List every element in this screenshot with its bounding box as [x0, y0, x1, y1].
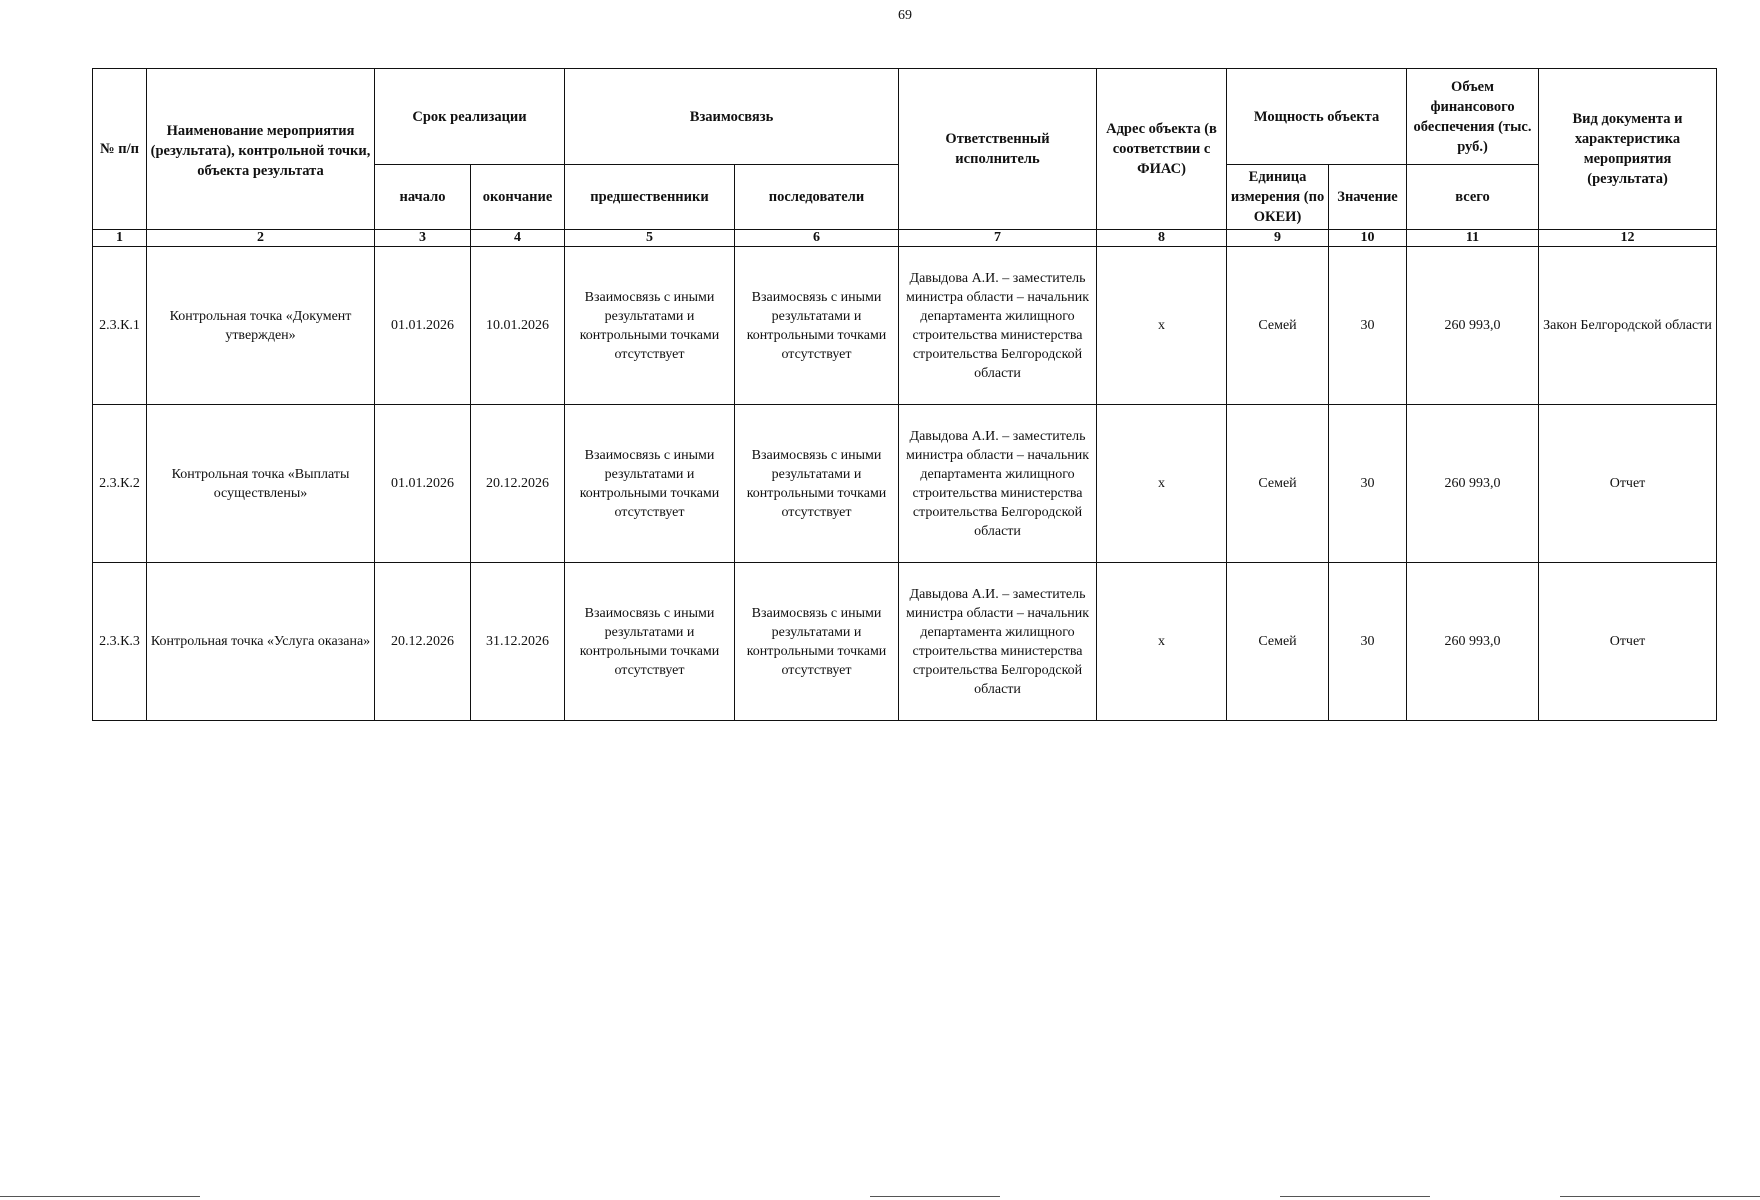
row-responsible: Давыдова А.И. – заместитель министра области – начальник департамента жилищного строительства министерства строительства Белгородской области: [899, 247, 1097, 405]
header-responsible: Ответственный исполнитель: [899, 69, 1097, 230]
row-responsible: Давыдова А.И. – заместитель министра области – начальник департамента жилищного строительства министерства строительства Белгородской области: [899, 405, 1097, 563]
row-successors: Взаимосвязь с иными результатами и контрольными точками отсутствует: [735, 405, 899, 563]
row-start: 01.01.2026: [375, 247, 471, 405]
row-end: 10.01.2026: [471, 247, 565, 405]
row-predecessors: Взаимосвязь с иными результатами и контрольными точками отсутствует: [565, 405, 735, 563]
scan-edge-line: [870, 1196, 1000, 1197]
row-predecessors: Взаимосвязь с иными результатами и контрольными точками отсутствует: [565, 247, 735, 405]
row-responsible: Давыдова А.И. – заместитель министра области – начальник департамента жилищного строительства министерства строительства Белгородской области: [899, 563, 1097, 721]
header-address: Адрес объекта (в соответствии с ФИАС): [1097, 69, 1227, 230]
row-name: Контрольная точка «Документ утвержден»: [147, 247, 375, 405]
row-total: 260 993,0: [1407, 563, 1539, 721]
column-number: 7: [899, 230, 1097, 247]
row-total: 260 993,0: [1407, 247, 1539, 405]
row-doc-type: Отчет: [1539, 405, 1717, 563]
scan-edge-line: [0, 1196, 200, 1197]
row-total: 260 993,0: [1407, 405, 1539, 563]
column-number: 9: [1227, 230, 1329, 247]
header-finance: Объем финансового обеспечения (тыс. руб.): [1407, 69, 1539, 165]
header-unit: Единица измерения (по ОКЕИ): [1227, 165, 1329, 230]
column-number: 11: [1407, 230, 1539, 247]
row-id: 2.3.К.2: [93, 405, 147, 563]
row-doc-type: Закон Белгородской области: [1539, 247, 1717, 405]
header-successors: последователи: [735, 165, 899, 230]
row-unit: Семей: [1227, 563, 1329, 721]
row-address: х: [1097, 247, 1227, 405]
column-number: 8: [1097, 230, 1227, 247]
table-row: [93, 247, 1717, 405]
row-id: 2.3.К.1: [93, 247, 147, 405]
row-predecessors: Взаимосвязь с иными результатами и контрольными точками отсутствует: [565, 563, 735, 721]
row-name: Контрольная точка «Выплаты осуществлены»: [147, 405, 375, 563]
row-start: 20.12.2026: [375, 563, 471, 721]
column-number: 2: [147, 230, 375, 247]
header-name: Наименование мероприятия (результата), контрольной точки, объекта результата: [147, 69, 375, 230]
header-end: окончание: [471, 165, 565, 230]
column-number: 3: [375, 230, 471, 247]
column-number: 6: [735, 230, 899, 247]
row-name: Контрольная точка «Услуга оказана»: [147, 563, 375, 721]
column-number: 1: [93, 230, 147, 247]
row-successors: Взаимосвязь с иными результатами и контрольными точками отсутствует: [735, 247, 899, 405]
header-start: начало: [375, 165, 471, 230]
column-number: 12: [1539, 230, 1717, 247]
row-doc-type: Отчет: [1539, 563, 1717, 721]
page-number: 69: [898, 8, 912, 23]
row-value: 30: [1329, 247, 1407, 405]
header-total: всего: [1407, 165, 1539, 230]
row-end: 31.12.2026: [471, 563, 565, 721]
row-value: 30: [1329, 563, 1407, 721]
row-address: х: [1097, 563, 1227, 721]
column-number: 4: [471, 230, 565, 247]
row-end: 20.12.2026: [471, 405, 565, 563]
column-number: 5: [565, 230, 735, 247]
header-capacity: Мощность объекта: [1227, 69, 1407, 165]
header-link: Взаимосвязь: [565, 69, 899, 165]
header-period: Срок реализации: [375, 69, 565, 165]
row-start: 01.01.2026: [375, 405, 471, 563]
results-table: [92, 68, 1717, 721]
header-predecessors: предшественники: [565, 165, 735, 230]
header-doc-type: Вид документа и характеристика мероприятия (результата): [1539, 69, 1717, 230]
row-successors: Взаимосвязь с иными результатами и контрольными точками отсутствует: [735, 563, 899, 721]
row-id: 2.3.К.3: [93, 563, 147, 721]
row-value: 30: [1329, 405, 1407, 563]
header-num: № п/п: [93, 69, 147, 230]
row-address: х: [1097, 405, 1227, 563]
row-unit: Семей: [1227, 247, 1329, 405]
row-unit: Семей: [1227, 405, 1329, 563]
table-row: [93, 405, 1717, 563]
column-number: 10: [1329, 230, 1407, 247]
header-value: Значение: [1329, 165, 1407, 230]
scan-edge-line: [1560, 1196, 1760, 1197]
table-row: [93, 563, 1717, 721]
scan-edge-line: [1280, 1196, 1430, 1197]
